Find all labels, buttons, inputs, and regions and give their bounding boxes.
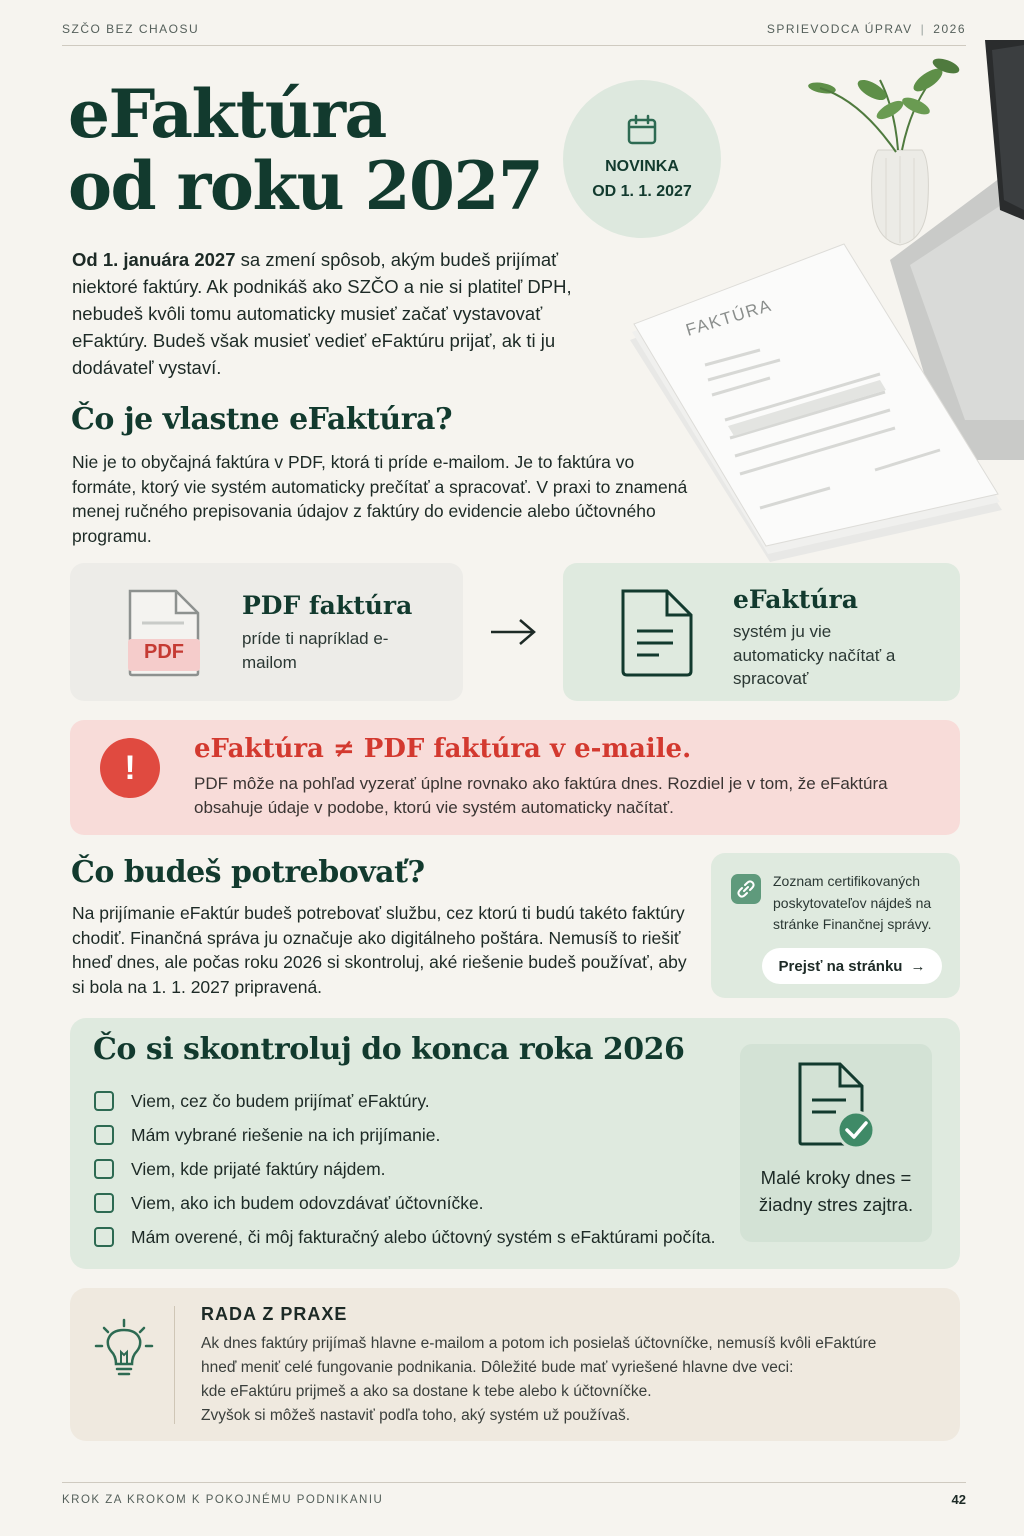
badge-line-1: NOVINKA — [605, 158, 679, 175]
warning-icon: ! — [100, 738, 160, 798]
tip-divider — [174, 1306, 175, 1424]
tip-line: kde eFaktúru prijmeš a ako sa dostane k tebe alebo k účtovníčke. — [201, 1383, 652, 1400]
calendar-icon — [626, 114, 658, 146]
checkbox[interactable] — [94, 1193, 114, 1213]
document-check-icon — [796, 1060, 878, 1152]
pdf-invoice-card — [70, 563, 463, 701]
what-is-text: Nie je to obyčajná faktúra v PDF, ktorá ti príde e-mailom. Je to faktúra vo formáte, ktorý vie systém automaticky prečítať a spracovať. V praxi to znamená menej ručného prepisovania údajov z faktúry do evidencie alebo účtovného programu. — [72, 452, 688, 546]
tip-title: RADA Z PRAXE — [201, 1304, 348, 1324]
checklist-item[interactable] — [94, 1118, 716, 1152]
intro-text: sa zmení spôsob, akým budeš prijímať niektoré faktúry. Ak podnikáš ako SZČO a nie si platiteľ DPH, nebudeš kvôli tomu automaticky musieť začať vystavovať eFaktúry. Budeš však musieť vedieť eFaktúru prijať, ak ti ju dodávateľ vystaví. — [72, 249, 572, 378]
plant-vase-icon — [807, 56, 961, 245]
tip-line: Ak dnes faktúry prijímaš hlavne e-mailom a potom ich posielaš účtovníčke, nemusíš kvôli eFaktúre — [201, 1335, 877, 1352]
small-steps-card — [740, 1044, 932, 1242]
new-rule-badge — [563, 80, 721, 238]
go-to-page-label: Prejsť na stránku — [778, 957, 903, 975]
checkbox[interactable] — [94, 1125, 114, 1145]
intro-date: Od 1. januára 2027 — [72, 249, 236, 270]
arrow-right-icon: → — [910, 957, 926, 975]
page-number: 42 — [951, 1492, 966, 1507]
title-line-1: eFaktúra — [68, 75, 386, 153]
pdf-card-text: príde ti napríklad e-mailom — [242, 629, 389, 672]
pdf-card-title: PDF faktúra — [242, 591, 413, 620]
what-is-heading: Čo je vlastne eFaktúra? — [71, 402, 453, 437]
pdf-file-icon — [126, 587, 202, 679]
page-title — [68, 75, 568, 225]
lightbulb-icon — [94, 1318, 154, 1382]
checklist-item-label: Mám overené, či môj fakturačný alebo účtovný systém s eFaktúrami počíta. — [131, 1226, 716, 1247]
practice-tip-box — [70, 1288, 960, 1441]
go-to-page-button[interactable] — [762, 948, 942, 984]
checklist-heading: Čo si skontroluj do konca roka 2026 — [93, 1032, 685, 1067]
checklist-item[interactable] — [94, 1186, 716, 1220]
checkbox[interactable] — [94, 1091, 114, 1111]
checklist-item-label: Viem, ako ich budem odovzdávať účtovníčke. — [131, 1192, 484, 1213]
checklist-item-label: Viem, cez čo budem prijímať eFaktúry. — [131, 1090, 430, 1111]
certified-providers-box — [711, 853, 960, 998]
need-heading: Čo budeš potrebovať? — [71, 855, 425, 890]
checklist-item[interactable] — [94, 1084, 716, 1118]
checklist-item-label: Mám vybrané riešenie na ich prijímanie. — [131, 1124, 441, 1145]
small-steps-text: Malé kroky dnes = žiadny stres zajtra. — [758, 1167, 914, 1215]
header-year: 2026 — [933, 22, 966, 36]
pdf-icon-label: PDF — [144, 641, 184, 663]
invoice-label: FAKTÚRA — [683, 295, 775, 340]
header-right — [767, 22, 966, 36]
header-section-label: SZČO BEZ CHAOSU — [62, 22, 200, 36]
need-text: Na prijímanie eFaktúr budeš potrebovať službu, cez ktorú ti budú takéto faktúry chodiť. Finančná správa ju označuje ako digitálneho poštára. Nemusíš to riešiť hneď dnes, ale počas roku 2026 si skontroluj, aké riešenie budeš používať, aby si bola na 1. 1. 2027 pripravená. — [72, 903, 687, 997]
checklist-item-label: Viem, kde prijaté faktúry nájdem. — [131, 1158, 386, 1179]
warning-box — [70, 720, 960, 835]
checklist-panel — [70, 1018, 960, 1269]
document-icon — [619, 587, 695, 679]
page-footer — [62, 1482, 966, 1512]
checklist — [94, 1084, 716, 1254]
checkbox[interactable] — [94, 1227, 114, 1247]
intro-paragraph — [72, 246, 572, 381]
warning-text: PDF môže na pohľad vyzerať úplne rovnako ako faktúra dnes. Rozdiel je v tom, že eFaktúra obsahuje údaje v podobe, ktorú vie systém automaticky načítať. — [194, 774, 888, 817]
certified-providers-text: Zoznam certifikovaných poskytovateľov nájdeš na stránke Finančnej správy. — [773, 873, 932, 932]
header-guide-label: SPRIEVODCA ÚPRAV — [766, 22, 913, 36]
tip-text — [201, 1332, 951, 1428]
checklist-item[interactable] — [94, 1220, 716, 1254]
arrow-right-icon — [488, 614, 538, 650]
badge-line-2: OD 1. 1. 2027 — [592, 183, 692, 200]
efaktura-card-text: systém ju vie automaticky načítať a spracovať — [733, 622, 896, 688]
checklist-item[interactable] — [94, 1152, 716, 1186]
footer-tagline: KROK ZA KROKOM K POKOJNÉMU PODNIKANIU — [62, 1493, 384, 1506]
warning-title: eFaktúra ≠ PDF faktúra v e-maile. — [194, 734, 692, 764]
tip-line: Zvyšok si môžeš nastaviť podľa toho, aký systém už používaš. — [201, 1407, 631, 1424]
efaktura-card — [563, 563, 960, 701]
header-separator: | — [920, 22, 926, 36]
link-icon — [731, 874, 761, 904]
efaktura-card-title: eFaktúra — [733, 585, 858, 614]
checkbox[interactable] — [94, 1159, 114, 1179]
tip-line: hneď meniť celé fungovanie podnikania. Dôležité bude mať vyriešené hlavne dve veci: — [201, 1359, 794, 1376]
title-line-2: od roku 2027 — [68, 147, 543, 225]
